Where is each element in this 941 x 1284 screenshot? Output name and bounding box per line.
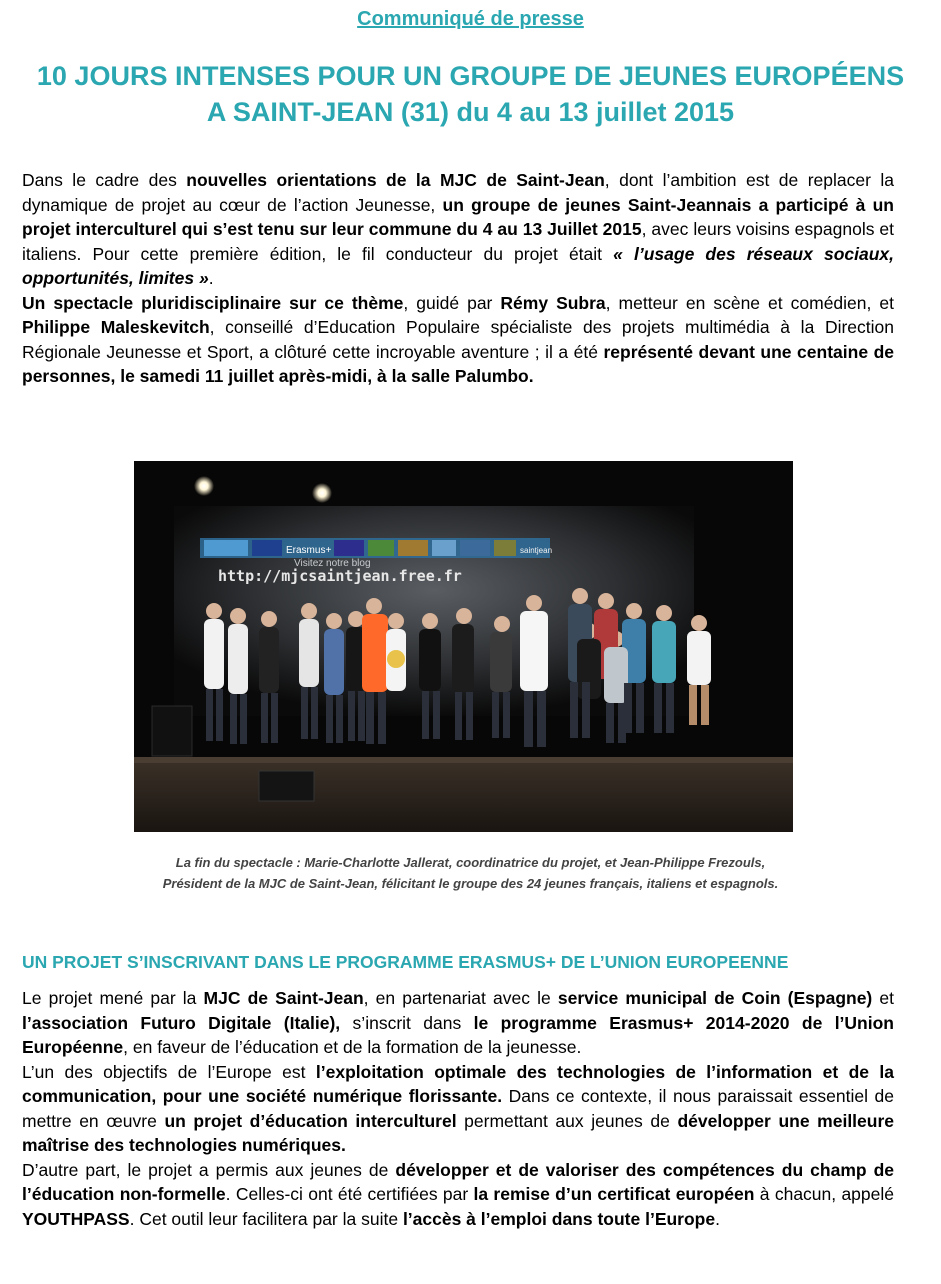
text: , metteur en scène et comédien, et	[605, 292, 894, 313]
headline-line-1: 10 JOURS INTENSES POUR UN GROUPE DE JEUNES EUROPÉENS	[36, 61, 905, 91]
headline	[0, 58, 941, 130]
emphasis: l’accès à l’emploi dans toute l’Europe	[402, 1208, 716, 1229]
text: Dans ce contexte, il nous paraissait essentiel de mettre en œuvre	[22, 1086, 894, 1131]
stage-photo	[134, 461, 793, 832]
emphasis: nouvelles orientations de la MJC de Saint-Jean	[186, 170, 605, 190]
text: , avec leurs voisins espagnols et italiens. Pour cette première édition, le fil conducteur du projet était	[22, 219, 894, 264]
emphasis: service municipal de Coin (Espagne)	[557, 988, 873, 1008]
emphasis: développer et de valoriser des compétences du champ de l’éducation non-formelle	[22, 1159, 895, 1204]
banner-label: Erasmus+	[286, 545, 332, 556]
emphasis: un projet d’éducation interculturel	[164, 1110, 457, 1131]
erasmus-paragraph	[22, 986, 894, 1231]
text: L’un des objectifs de l’Europe est	[22, 1061, 316, 1082]
person-name: Philippe Maleskevitch	[22, 317, 210, 337]
eu-flag-icon	[252, 540, 282, 556]
project-theme: « l’usage des réseaux sociaux, opportunités, limites »	[22, 243, 894, 288]
stage-speaker	[259, 771, 314, 801]
caption-line-1: La fin du spectacle : Marie-Charlotte Jallerat, coordinatrice du projet, et Jean-Philippe Frezouls,	[175, 855, 766, 870]
screen-url: http://mjcsaintjean.free.fr	[218, 567, 462, 585]
emphasis: le programme Erasmus+ 2014-2020 de l’Union Européenne	[22, 1012, 894, 1057]
flower-bouquet	[387, 650, 405, 668]
screen-subtitle: Visitez notre blog	[294, 558, 371, 569]
press-release-kicker: Communiqué de presse	[357, 8, 584, 30]
logo-block	[334, 540, 364, 556]
text: .	[208, 268, 214, 288]
photo-caption	[0, 852, 941, 894]
text: permettant aux jeunes de	[456, 1110, 678, 1131]
stage-scene	[134, 461, 793, 832]
intro-paragraph	[22, 168, 894, 389]
text: , conseillé d’Education Populaire spécialiste des projets multimédia à la Direction Régionale Jeunesse et Sport, a clôturé cette incroyable aventure ; il a été	[22, 317, 895, 362]
text: à chacun, appelé	[754, 1184, 894, 1204]
emphasis: Un spectacle pluridisciplinaire sur ce thème	[22, 292, 404, 313]
text: Dans le cadre des	[22, 170, 187, 190]
text: et	[872, 988, 894, 1008]
text: . Celles-ci ont été certifiées par	[225, 1184, 474, 1204]
person-name: Rémy Subra	[500, 292, 606, 313]
spotlight-icon	[194, 476, 214, 496]
section-title: UN PROJET S’INSCRIVANT DANS LE PROGRAMME ERASMUS+ DE L’UNION EUROPEENNE	[22, 952, 789, 972]
logo-block	[432, 540, 456, 556]
spotlight-icon	[312, 483, 332, 503]
emphasis: représenté devant une centaine de personnes, le samedi 11 juillet après-midi, à la salle Palumbo.	[22, 341, 894, 386]
caption-line-2: Président de la MJC de Saint-Jean, félicitant le groupe des 24 jeunes français, italiens et espagnols.	[162, 876, 779, 891]
logo-block	[204, 540, 248, 556]
emphasis: un groupe de jeunes Saint-Jeannais a participé à un projet interculturel qui s’est tenu sur leur commune du 4 au 13 Juillet 2015	[22, 194, 894, 239]
text: , dont l’ambition est de replacer la dynamique de projet au cœur de l’action Jeunesse,	[22, 170, 894, 215]
headline-line-2: A SAINT-JEAN (31) du 4 au 13 juillet 2015	[206, 97, 735, 127]
text: , guidé par	[403, 292, 501, 313]
logo-block	[460, 540, 490, 556]
stage-edge	[134, 757, 793, 763]
text: Le projet mené par la	[22, 988, 204, 1008]
emphasis: MJC de Saint-Jean	[203, 988, 364, 1008]
logo-block	[494, 540, 516, 556]
banner-label-2: saintjean	[520, 546, 553, 555]
emphasis: la remise d’un certificat européen	[473, 1184, 755, 1204]
emphasis: développer une meilleure maîtrise des technologies numériques.	[22, 1110, 895, 1155]
stage-chair	[152, 706, 192, 756]
emphasis: l’association Futuro Digitale (Italie),	[22, 1012, 341, 1033]
emphasis: l’exploitation optimale des technologies de l’information et de la communication, pour une société numérique florissante.	[22, 1061, 894, 1106]
text: s’inscrit dans	[340, 1012, 474, 1033]
text: . Cet outil leur facilitera par la suite	[129, 1208, 403, 1229]
text: , en faveur de l’éducation et de la formation de la jeunesse.	[123, 1037, 582, 1057]
text: .	[715, 1208, 720, 1229]
logo-block	[368, 540, 394, 556]
logo-block	[398, 540, 428, 556]
emphasis: YOUTHPASS	[22, 1208, 130, 1229]
text: D’autre part, le projet a permis aux jeunes de	[22, 1159, 396, 1180]
stage-floor	[134, 761, 793, 832]
text: , en partenariat avec le	[363, 988, 558, 1008]
